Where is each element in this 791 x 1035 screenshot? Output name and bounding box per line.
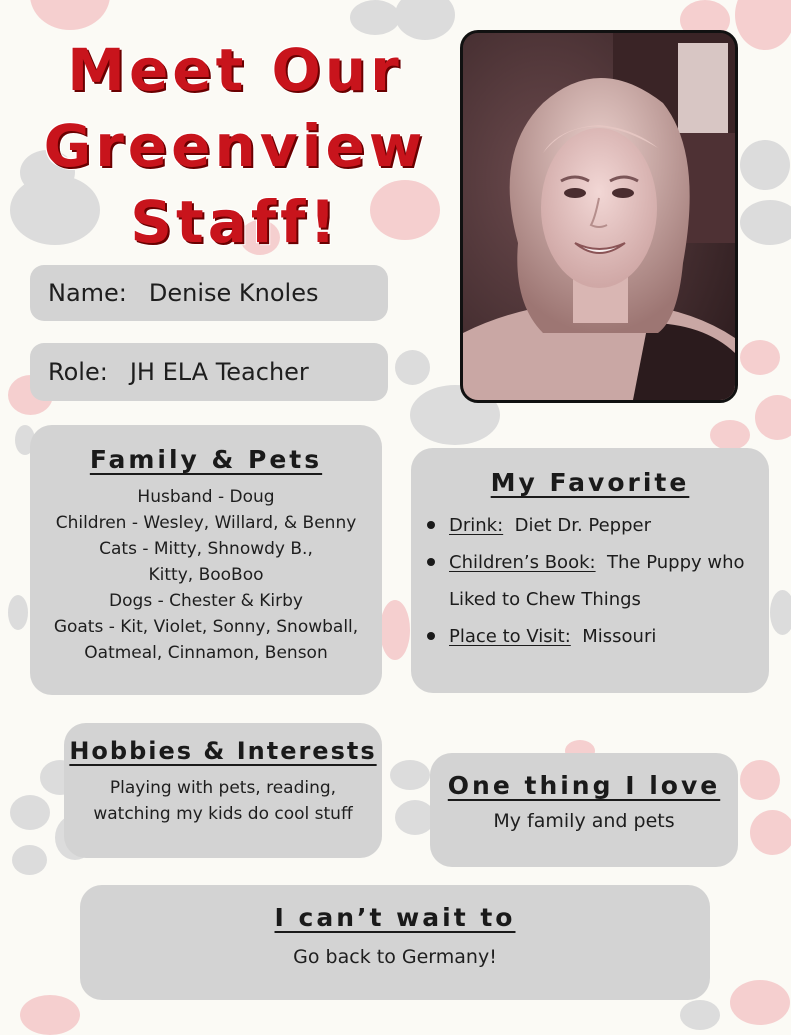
family-pets-card bbox=[30, 425, 382, 695]
favorite-item-drink bbox=[411, 507, 769, 544]
page-title bbox=[30, 32, 440, 260]
family-line: Cats - Mitty, Shnowdy B., bbox=[99, 539, 313, 559]
cant-wait-card bbox=[80, 885, 710, 1000]
family-line: Oatmeal, Cinnamon, Benson bbox=[84, 643, 328, 663]
cant-wait-heading: I can’t wait to bbox=[274, 903, 516, 932]
favorite-place-value: Missouri bbox=[582, 626, 657, 647]
favorite-drink-value: Diet Dr. Pepper bbox=[514, 515, 652, 536]
title-line-1: Meet Our bbox=[67, 36, 403, 104]
family-line: Kitty, BooBoo bbox=[148, 565, 264, 585]
favorite-place-label: Place to Visit: bbox=[449, 626, 571, 647]
my-favorite-card bbox=[411, 448, 769, 693]
favorite-drink-label: Drink: bbox=[449, 515, 504, 536]
favorite-item-book bbox=[411, 544, 769, 618]
hobbies-card bbox=[64, 723, 382, 858]
favorite-item-place bbox=[411, 618, 769, 655]
family-pets-heading: Family & Pets bbox=[89, 445, 323, 474]
family-line: Goats - Kit, Violet, Sonny, Snowball, bbox=[53, 617, 359, 637]
name-value: Denise Knoles bbox=[148, 279, 319, 307]
family-line: Children - Wesley, Willard, & Benny bbox=[55, 513, 357, 533]
favorite-book-value: The Puppy who bbox=[607, 552, 745, 573]
favorite-book-label: Children’s Book: bbox=[449, 552, 596, 573]
portrait-illustration bbox=[463, 33, 735, 400]
my-favorite-heading: My Favorite bbox=[490, 468, 690, 497]
role-label: Role: bbox=[48, 358, 108, 386]
title-line-2: Greenview bbox=[43, 112, 427, 180]
one-thing-i-love-card bbox=[430, 753, 738, 867]
title-line-3: Staff! bbox=[130, 188, 340, 256]
one-thing-heading: One thing I love bbox=[447, 771, 721, 800]
family-line: Husband - Doug bbox=[137, 487, 275, 507]
hobbies-line-1: Playing with pets, reading, bbox=[109, 778, 337, 798]
hobbies-text bbox=[64, 775, 382, 827]
favorite-book-value-cont: Liked to Chew Things bbox=[449, 589, 641, 610]
role-card bbox=[30, 343, 388, 401]
hobbies-heading: Hobbies & Interests bbox=[69, 737, 377, 765]
name-card bbox=[30, 265, 388, 321]
role-value: JH ELA Teacher bbox=[129, 358, 309, 386]
family-line: Dogs - Chester & Kirby bbox=[109, 591, 303, 611]
name-label: Name: bbox=[48, 279, 127, 307]
hobbies-line-2: watching my kids do cool stuff bbox=[93, 804, 353, 824]
one-thing-text: My family and pets bbox=[493, 810, 675, 832]
favorite-list bbox=[411, 507, 769, 655]
family-pets-list bbox=[30, 484, 382, 666]
staff-portrait-photo bbox=[460, 30, 738, 403]
cant-wait-text: Go back to Germany! bbox=[293, 946, 497, 968]
